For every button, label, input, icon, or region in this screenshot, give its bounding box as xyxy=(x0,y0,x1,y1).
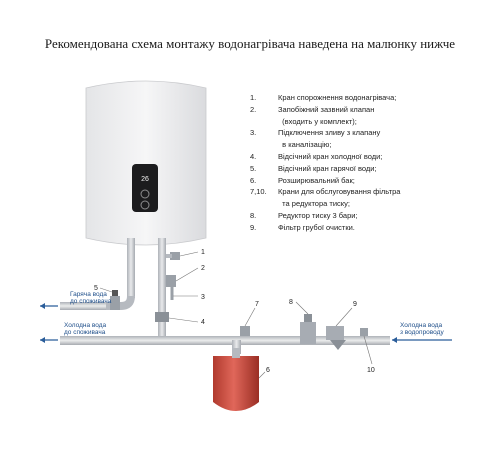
callout-8: 8 xyxy=(289,299,293,306)
legend-item: 8. Редуктор тиску 3 бари; xyxy=(250,210,358,220)
legend-item: 1. Кран спорожнення водонагрівача; xyxy=(250,93,397,102)
safety-valve xyxy=(166,275,176,287)
pressure-reducer xyxy=(300,322,316,344)
legend-item: 5. Відсічний кран гарячої води; xyxy=(250,163,377,173)
callout-2: 2 xyxy=(201,265,205,272)
legend-item: в каналізацію; xyxy=(278,140,332,150)
page-title: Рекомендована схема монтажу водонагрівача наведена на малюнку нижче xyxy=(44,36,456,51)
hot-out-label: Гаряча вода xyxy=(70,291,107,298)
callout-6: 6 xyxy=(266,367,270,374)
legend-item: та редуктора тиску; xyxy=(278,199,350,209)
cold-in-label: Холодна вода xyxy=(400,322,443,329)
cold-out-label: Холодна вода xyxy=(64,322,107,329)
hot-water-valve xyxy=(110,296,120,310)
callout-3: 3 xyxy=(201,294,205,301)
callout-9: 9 xyxy=(353,301,357,308)
callout-5: 5 xyxy=(94,285,98,292)
legend-item: 4. Відсічний кран холодної води; xyxy=(250,151,383,161)
cold-shutoff-valve xyxy=(155,312,169,322)
cold-in-label: з водопроводу xyxy=(400,329,444,336)
legend-item: 3. Підключення зливу з клапану xyxy=(250,128,381,138)
callout-7: 7 xyxy=(255,301,259,308)
expansion-tank xyxy=(213,348,259,411)
heater-display: 26 xyxy=(141,176,149,183)
legend-item: (входить у комплект); xyxy=(278,116,357,126)
legend-item: 7,10. Крани для обслуговування фільтра xyxy=(250,187,401,197)
hot-out-label: до споживача xyxy=(70,298,112,305)
callout-10: 10 xyxy=(367,367,375,374)
service-valve-7 xyxy=(240,326,250,336)
cold-main-pipe xyxy=(60,314,390,354)
cold-water-riser xyxy=(155,238,180,340)
legend-item: 6. Розширювальний бак; xyxy=(250,175,355,185)
cold-out-label: до споживача xyxy=(64,329,106,336)
callout-1: 1 xyxy=(201,249,205,256)
callout-4: 4 xyxy=(201,319,205,326)
coarse-filter xyxy=(326,326,344,340)
legend-item: 9. Фільтр грубої очистки. xyxy=(250,222,355,232)
heater-control-panel xyxy=(132,164,158,212)
water-heater xyxy=(86,81,206,245)
service-valve-10 xyxy=(360,328,368,336)
legend-item: 2. Запобіжний зазвний клапан xyxy=(250,104,375,114)
